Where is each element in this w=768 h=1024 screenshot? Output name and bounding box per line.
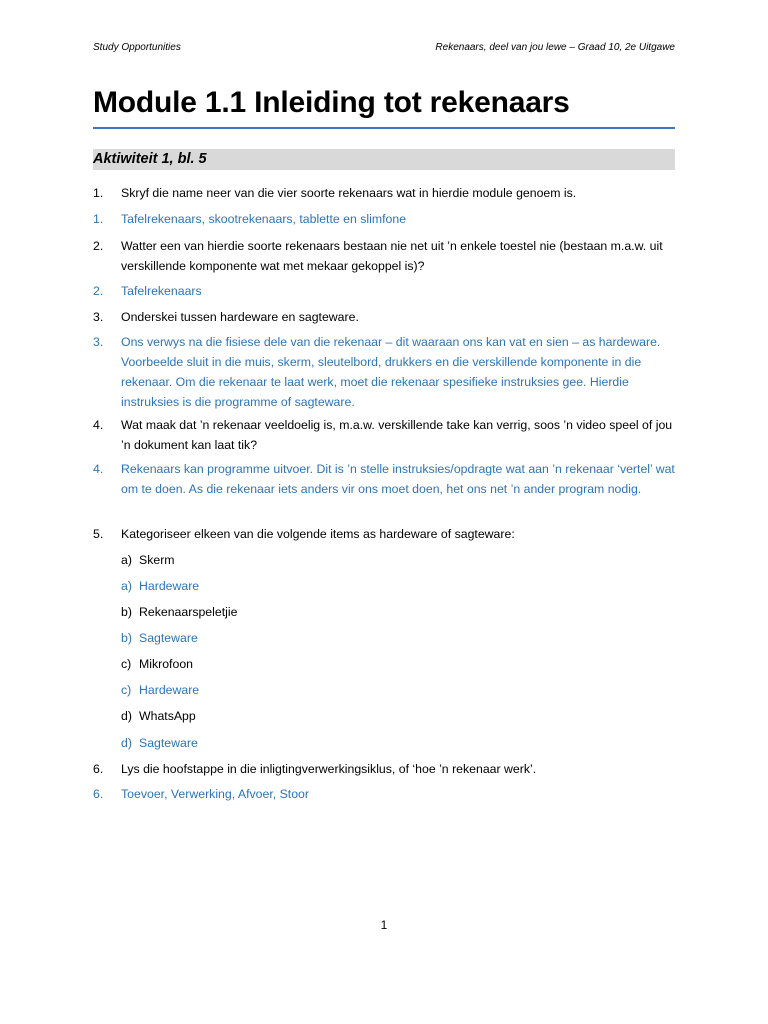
answer-number: 3.	[93, 335, 104, 349]
page-number: 1	[380, 918, 388, 932]
sub-text: Hardeware	[139, 683, 200, 697]
activity-label: Aktiwiteit 1, bl. 5	[93, 151, 207, 167]
question-text: Onderskei tussen hardeware en sagteware.	[121, 310, 359, 324]
question-number: 6.	[93, 762, 104, 776]
question-text: Watter een van hierdie soorte rekenaars bestaan nie net uit ’n enkele toestel nie (bestaan m.a.w. uit verskillende komponente wat met mekaar gekoppel is)?	[121, 239, 663, 273]
answer-text: Ons verwys na die fisiese dele van die rekenaar – dit waaraan ons kan vat en sien – as hardeware. Voorbeelde sluit in die muis, skerm, sleutelbord, drukkers en die verskillende komponente in die rekenaar. Om die rekenaar te laat werk, moet die rekenaar spesifieke instruksies gee. Hierdie instruksies is die programme of sagteware.	[121, 335, 661, 409]
question-number: 2.	[93, 239, 104, 253]
sub-letter: a)	[121, 553, 132, 567]
sub-letter: b)	[121, 605, 132, 619]
question-text: Kategoriseer elkeen van die volgende items as hardeware of sagteware:	[121, 527, 515, 541]
answer-number: 1.	[93, 212, 104, 226]
sub-letter: c)	[121, 657, 132, 671]
sub-letter: d)	[121, 736, 132, 750]
sub-text: Sagteware	[139, 736, 198, 750]
answer-text: Tafelrekenaars	[121, 284, 202, 298]
sub-text: Sagteware	[139, 631, 198, 645]
header-right: Rekenaars, deel van jou lewe – Graad 10, 2e Uitgawe	[435, 42, 675, 53]
question-text: Wat maak dat ’n rekenaar veeldoelig is, m.a.w. verskillende take kan verrig, soos ’n video speel of jou ’n dokument kan laat tik?	[121, 418, 673, 452]
sub-text: Hardeware	[139, 579, 200, 593]
sub-text: Rekenaarspeletjie	[139, 605, 238, 619]
sub-letter: a)	[121, 579, 132, 593]
question-number: 1.	[93, 186, 104, 200]
sub-text: Mikrofoon	[139, 657, 193, 671]
question-text: Skryf die name neer van die vier soorte rekenaars wat in hierdie module genoem is.	[121, 186, 577, 200]
answer-number: 4.	[93, 462, 104, 476]
answer-text: Toevoer, Verwerking, Afvoer, Stoor	[121, 787, 309, 801]
header-left: Study Opportunities	[93, 42, 181, 53]
question-number: 4.	[93, 418, 104, 432]
answer-number: 2.	[93, 284, 104, 298]
module-title: Module 1.1 Inleiding tot rekenaars	[93, 86, 570, 119]
question-number: 3.	[93, 310, 104, 324]
question-number: 5.	[93, 527, 104, 541]
answer-text: Tafelrekenaars, skootrekenaars, tablette en slimfone	[121, 212, 407, 226]
activity-heading	[93, 149, 675, 170]
sub-letter: c)	[121, 683, 132, 697]
sub-letter: b)	[121, 631, 132, 645]
sub-text: Skerm	[139, 553, 175, 567]
title-underline	[93, 127, 675, 129]
page-header	[93, 42, 675, 58]
answer-number: 6.	[93, 787, 104, 801]
question-text: Lys die hoofstappe in die inligtingverwerkingsiklus, of ‘hoe ’n rekenaar werk’.	[121, 762, 537, 776]
sub-text: WhatsApp	[139, 709, 196, 723]
answer-text: Rekenaars kan programme uitvoer. Dit is ’n stelle instruksies/opdragte wat aan ’n rekenaar ‘vertel’ wat om te doen. As die rekenaar iets anders vir ons moet doen, het ons net ’n ander program nodig.	[121, 462, 675, 496]
sub-letter: d)	[121, 709, 132, 723]
